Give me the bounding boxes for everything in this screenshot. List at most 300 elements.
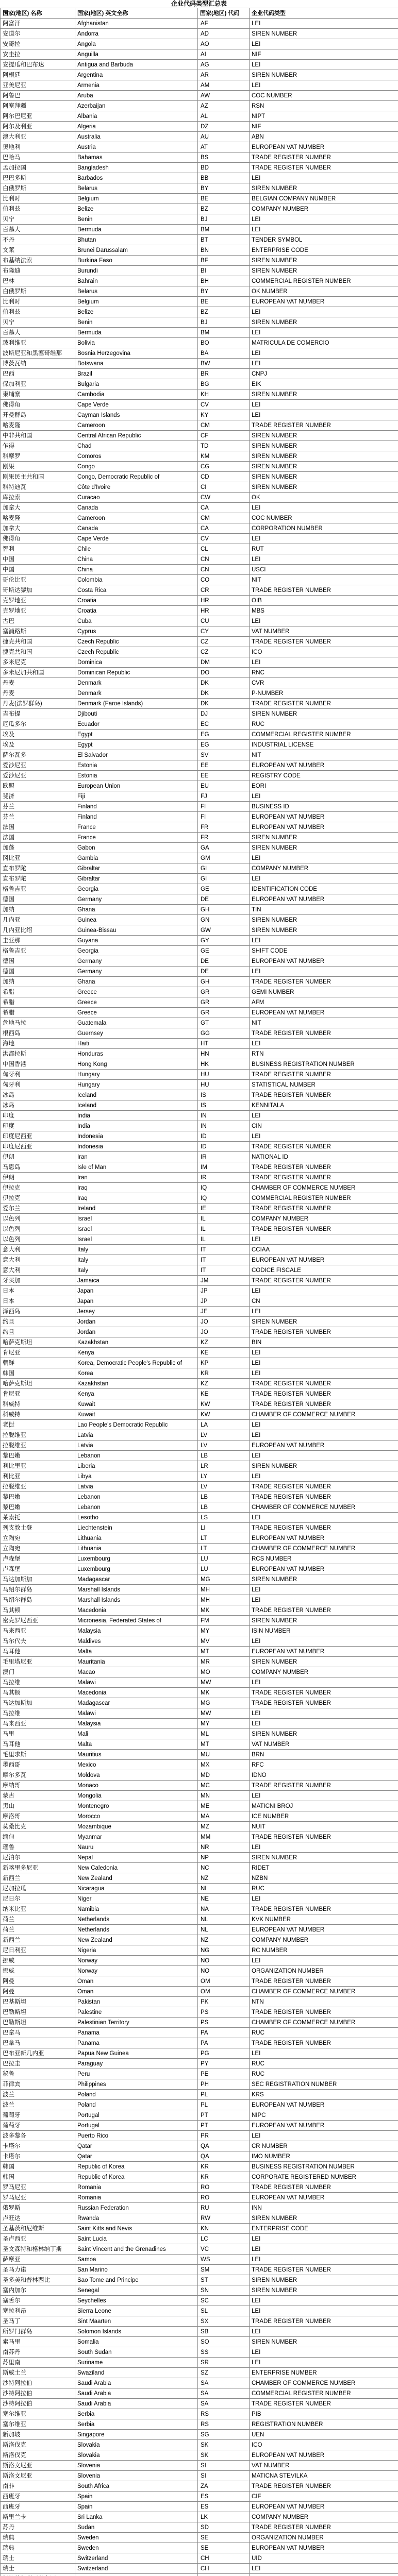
cell-country-code: IE bbox=[198, 1204, 250, 1214]
cell-country-name-en: Marshall Islands bbox=[75, 1585, 198, 1595]
cell-code-type: ICO bbox=[250, 647, 398, 657]
cell-country-code: SD bbox=[198, 2522, 250, 2533]
cell-country-name-cn: 巴哈马 bbox=[1, 152, 75, 163]
cell-country-code: IQ bbox=[198, 1183, 250, 1193]
cell-country-name-cn: 印度 bbox=[1, 1111, 75, 1121]
cell-country-code: EG bbox=[198, 740, 250, 750]
cell-country-name-cn: 比利时 bbox=[1, 194, 75, 204]
cell-code-type: NZBN bbox=[250, 1873, 398, 1884]
cell-code-type: LEI bbox=[250, 307, 398, 317]
table-row bbox=[1, 1698, 398, 1708]
cell-country-name-cn: 瑞士 bbox=[1, 2553, 75, 2564]
cell-code-type: TRADE REGISTER NUMBER bbox=[250, 152, 398, 163]
cell-country-name-en: Benin bbox=[75, 317, 198, 328]
cell-country-name-en: Anguilla bbox=[75, 49, 198, 60]
table-row bbox=[1, 843, 398, 853]
cell-country-name-cn: 摩尔多瓦 bbox=[1, 1770, 75, 1781]
table-row bbox=[1, 2481, 398, 2492]
cell-code-type: RC NUMBER bbox=[250, 1945, 398, 1956]
table-row bbox=[1, 1152, 398, 1162]
cell-country-code: BE bbox=[198, 297, 250, 307]
cell-country-name-cn: 卢森堡 bbox=[1, 1554, 75, 1564]
cell-country-name-en: Sweden bbox=[75, 2543, 198, 2553]
cell-country-name-cn: 韩国 bbox=[1, 2162, 75, 2172]
table-row bbox=[1, 637, 398, 647]
cell-code-type: RSN bbox=[250, 101, 398, 111]
table-row bbox=[1, 2213, 398, 2224]
cell-code-type: LEI bbox=[250, 1451, 398, 1461]
cell-country-code: IL bbox=[198, 1214, 250, 1224]
table-row bbox=[1, 2306, 398, 2316]
cell-code-type: TRADE REGISTER NUMBER bbox=[250, 1605, 398, 1616]
table-row bbox=[1, 657, 398, 668]
table-row bbox=[1, 2327, 398, 2337]
cell-country-name-en: Kuwait bbox=[75, 1399, 198, 1410]
cell-country-name-cn: 阿曼 bbox=[1, 1976, 75, 1987]
cell-code-type: LEI bbox=[250, 359, 398, 369]
cell-code-type: LEI bbox=[250, 1677, 398, 1688]
table-row bbox=[1, 596, 398, 606]
cell-country-name-cn: 布基纳法索 bbox=[1, 256, 75, 266]
table-row bbox=[1, 1059, 398, 1070]
cell-country-name-en: Guyana bbox=[75, 936, 198, 946]
cell-country-name-cn: 新喀里多尼亚 bbox=[1, 1863, 75, 1873]
cell-code-type: TRADE REGISTER NUMBER bbox=[250, 2522, 398, 2533]
cell-country-name-en: Colombia bbox=[75, 575, 198, 585]
cell-code-type: CHAMBER OF COMMERCE NUMBER bbox=[250, 2378, 398, 2388]
cell-code-type: INDUSTRIAL LICENSE bbox=[250, 740, 398, 750]
cell-country-name-en: Bosnia Herzegovina bbox=[75, 348, 198, 359]
cell-code-type: LEI bbox=[250, 214, 398, 225]
cell-country-name-en: Greece bbox=[75, 1008, 198, 1018]
table-row bbox=[1, 946, 398, 956]
cell-code-type: BRN bbox=[250, 1750, 398, 1760]
cell-country-code: PS bbox=[198, 2018, 250, 2028]
cell-code-type: SIREN NUMBER bbox=[250, 1853, 398, 1863]
cell-country-name-en: Panama bbox=[75, 2028, 198, 2038]
cell-code-type: LEI bbox=[250, 967, 398, 977]
table-row bbox=[1, 1966, 398, 1976]
cell-country-name-cn: 吉布提 bbox=[1, 709, 75, 719]
cell-country-name-en: Belarus bbox=[75, 286, 198, 297]
cell-country-code: ES bbox=[198, 2492, 250, 2502]
cell-country-name-en: Panama bbox=[75, 2038, 198, 2048]
cell-code-type: EUROPEAN VAT NUMBER bbox=[250, 2121, 398, 2131]
cell-country-name-cn: 毛里求斯 bbox=[1, 1750, 75, 1760]
cell-country-name-en: Aruba bbox=[75, 91, 198, 101]
table-row bbox=[1, 2100, 398, 2110]
cell-code-type: COMMERCIAL REGISTER NUMBER bbox=[250, 1193, 398, 1204]
cell-country-name-en: Costa Rica bbox=[75, 585, 198, 596]
cell-country-code: HU bbox=[198, 1070, 250, 1080]
cell-country-name-en: Brunei Darussalam bbox=[75, 245, 198, 256]
table-row bbox=[1, 2151, 398, 2162]
table-row bbox=[1, 915, 398, 925]
cell-country-name-cn: 缅甸 bbox=[1, 1832, 75, 1842]
table-row bbox=[1, 1708, 398, 1719]
cell-country-code: BG bbox=[198, 379, 250, 389]
table-row bbox=[1, 894, 398, 905]
cell-code-type: TRADE REGISTER NUMBER bbox=[250, 1173, 398, 1183]
cell-country-name-cn: 朝鲜 bbox=[1, 1358, 75, 1368]
cell-country-name-cn: 冈比亚 bbox=[1, 853, 75, 863]
table-row bbox=[1, 2079, 398, 2090]
table-row bbox=[1, 2522, 398, 2533]
cell-country-name-cn: 伊拉克 bbox=[1, 1193, 75, 1204]
cell-code-type: SHIFT CODE bbox=[250, 946, 398, 956]
cell-country-code: PT bbox=[198, 2121, 250, 2131]
cell-country-name-en: Benin bbox=[75, 214, 198, 225]
cell-code-type: BIN bbox=[250, 1337, 398, 1348]
table-row bbox=[1, 60, 398, 70]
cell-country-name-en: Angola bbox=[75, 39, 198, 49]
cell-country-name-cn: 黑山 bbox=[1, 1801, 75, 1811]
table-row bbox=[1, 1008, 398, 1018]
table-row bbox=[1, 80, 398, 91]
cell-code-type: EORI bbox=[250, 781, 398, 791]
cell-country-name-en: Saint Lucia bbox=[75, 2234, 198, 2244]
cell-code-type: EUROPEAN VAT NUMBER bbox=[250, 1440, 398, 1451]
cell-country-code: MG bbox=[198, 1574, 250, 1585]
cell-country-name-en: Kenya bbox=[75, 1389, 198, 1399]
cell-country-name-en: Ghana bbox=[75, 977, 198, 987]
cell-country-name-cn: 以色列 bbox=[1, 1224, 75, 1234]
cell-country-name-cn: 欧盟 bbox=[1, 781, 75, 791]
cell-country-name-cn: 保加利亚 bbox=[1, 379, 75, 389]
cell-country-code: AW bbox=[198, 91, 250, 101]
cell-code-type: TENDER SYMBOL bbox=[250, 235, 398, 245]
cell-code-type: USCI bbox=[250, 565, 398, 575]
cell-country-code: JO bbox=[198, 1327, 250, 1337]
cell-code-type: LEI bbox=[250, 1348, 398, 1358]
cell-code-type: EUROPEAN VAT NUMBER bbox=[250, 297, 398, 307]
cell-code-type: EUROPEAN VAT NUMBER bbox=[250, 2193, 398, 2203]
cell-code-type: SIREN NUMBER bbox=[250, 431, 398, 441]
cell-country-name-cn: 斐济 bbox=[1, 791, 75, 802]
cell-country-name-en: Israel bbox=[75, 1214, 198, 1224]
cell-country-name-cn: 毛里塔尼亚 bbox=[1, 1657, 75, 1667]
table-row bbox=[1, 1389, 398, 1399]
cell-country-name-en: Nigeria bbox=[75, 1945, 198, 1956]
cell-country-name-en: Namibia bbox=[75, 1904, 198, 1914]
cell-code-type: BUSINESS ID bbox=[250, 802, 398, 812]
table-row bbox=[1, 1811, 398, 1822]
cell-country-name-cn: 克罗地亚 bbox=[1, 596, 75, 606]
cell-country-name-en: Latvia bbox=[75, 1440, 198, 1451]
cell-code-type: LEI bbox=[250, 936, 398, 946]
cell-country-code: CZ bbox=[198, 637, 250, 647]
cell-country-code: MD bbox=[198, 1770, 250, 1781]
cell-country-name-cn: 希腊 bbox=[1, 987, 75, 997]
cell-country-code: CH bbox=[198, 2553, 250, 2564]
cell-country-name-en: Greece bbox=[75, 997, 198, 1008]
table-row bbox=[1, 647, 398, 657]
cell-country-name-en: Azerbaijan bbox=[75, 101, 198, 111]
cell-code-type: LEI bbox=[250, 1842, 398, 1853]
cell-country-name-en: Madagascar bbox=[75, 1698, 198, 1708]
cell-country-name-cn: 斯威士兰 bbox=[1, 2368, 75, 2378]
cell-country-name-en: Liberia bbox=[75, 1461, 198, 1471]
cell-country-name-cn: 老挝 bbox=[1, 1420, 75, 1430]
cell-code-type: LEI bbox=[250, 1307, 398, 1317]
cell-country-name-en: Norway bbox=[75, 1956, 198, 1966]
cell-country-name-cn: 中国 bbox=[1, 554, 75, 565]
table-row bbox=[1, 565, 398, 575]
cell-country-name-en: France bbox=[75, 822, 198, 833]
cell-country-code: SB bbox=[198, 2327, 250, 2337]
cell-country-code: DO bbox=[198, 668, 250, 678]
cell-code-type: ENTERPRISE CODE bbox=[250, 245, 398, 256]
table-row bbox=[1, 1410, 398, 1420]
cell-country-code: MV bbox=[198, 1636, 250, 1647]
table-row bbox=[1, 2131, 398, 2141]
cell-country-name-en: Lebanon bbox=[75, 1492, 198, 1502]
cell-country-name-cn: 芬兰 bbox=[1, 802, 75, 812]
table-row bbox=[1, 1482, 398, 1492]
cell-country-name-cn: 萨摩亚 bbox=[1, 2255, 75, 2265]
cell-country-code: LI bbox=[198, 1523, 250, 1533]
cell-code-type: COMPANY NUMBER bbox=[250, 2512, 398, 2522]
cell-country-name-cn: 科特迪瓦 bbox=[1, 482, 75, 493]
table-row bbox=[1, 441, 398, 451]
table-row bbox=[1, 781, 398, 791]
table-row bbox=[1, 1574, 398, 1585]
cell-country-name-cn: 斯里兰卡 bbox=[1, 2512, 75, 2522]
cell-code-type: LEI bbox=[250, 1956, 398, 1966]
cell-country-name-cn: 捷克共和国 bbox=[1, 647, 75, 657]
table-row bbox=[1, 606, 398, 616]
table-row bbox=[1, 2388, 398, 2399]
cell-country-name-cn: 乍得 bbox=[1, 441, 75, 451]
cell-country-code: NR bbox=[198, 1842, 250, 1853]
cell-country-name-en: Israel bbox=[75, 1234, 198, 1245]
cell-country-code: EC bbox=[198, 719, 250, 730]
cell-country-name-cn: 新西兰 bbox=[1, 1873, 75, 1884]
cell-country-name-en: Antigua and Barbuda bbox=[75, 60, 198, 70]
cell-code-type: LEI bbox=[250, 2234, 398, 2244]
cell-country-name-en: Samoa bbox=[75, 2255, 198, 2265]
cell-country-name-cn: 塞内加尔 bbox=[1, 2285, 75, 2296]
cell-code-type: LEI bbox=[250, 1513, 398, 1523]
table-row bbox=[1, 1585, 398, 1595]
cell-country-name-en: Israel bbox=[75, 1224, 198, 1234]
cell-country-code: GR bbox=[198, 997, 250, 1008]
cell-code-type: SIREN NUMBER bbox=[250, 472, 398, 482]
table-row bbox=[1, 1080, 398, 1090]
cell-country-name-cn: 奥地利 bbox=[1, 142, 75, 152]
cell-code-type: NTN bbox=[250, 1997, 398, 2007]
cell-code-type: LEI bbox=[250, 1894, 398, 1904]
cell-code-type: EUROPEAN VAT NUMBER bbox=[250, 956, 398, 967]
cell-country-name-en: Spain bbox=[75, 2492, 198, 2502]
cell-country-name-cn: 捷克共和国 bbox=[1, 637, 75, 647]
cell-country-code bbox=[198, 2574, 250, 2576]
cell-country-name-cn: 哥伦比亚 bbox=[1, 575, 75, 585]
cell-country-code: MW bbox=[198, 1677, 250, 1688]
cell-country-name-cn: 马绍尔群岛 bbox=[1, 1595, 75, 1605]
header-enterprise-code-type: 企业代码类型 bbox=[250, 8, 398, 19]
cell-country-code: CG bbox=[198, 462, 250, 472]
table-row bbox=[1, 256, 398, 266]
cell-country-name-en: Australia bbox=[75, 132, 198, 142]
cell-country-name-cn: 刚果民主共和国 bbox=[1, 472, 75, 482]
cell-code-type: SIREN NUMBER bbox=[250, 1657, 398, 1667]
table-row bbox=[1, 1904, 398, 1914]
table-row bbox=[1, 544, 398, 554]
cell-code-type: REGISTRY CODE bbox=[250, 771, 398, 781]
cell-country-name-cn: 伊朗 bbox=[1, 1173, 75, 1183]
cell-country-name-en: Mongolia bbox=[75, 1791, 198, 1801]
cell-code-type: SIREN NUMBER bbox=[250, 925, 398, 936]
cell-country-name-cn: 立陶宛 bbox=[1, 1533, 75, 1544]
cell-country-name-en: Djibouti bbox=[75, 709, 198, 719]
cell-country-code: FI bbox=[198, 812, 250, 822]
cell-code-type: SIREN NUMBER bbox=[250, 1317, 398, 1327]
cell-country-code: GY bbox=[198, 936, 250, 946]
cell-code-type: EUROPEAN VAT NUMBER bbox=[250, 2450, 398, 2461]
cell-country-name-en: South Africa bbox=[75, 2481, 198, 2492]
cell-code-type: CHAMBER OF COMMERCE NUMBER bbox=[250, 2018, 398, 2028]
cell-country-name-en: Sweden bbox=[75, 2533, 198, 2543]
cell-country-name-cn: 马来西亚 bbox=[1, 1626, 75, 1636]
table-row bbox=[1, 307, 398, 317]
cell-country-name-en: Serbia bbox=[75, 2419, 198, 2430]
cell-country-name-cn: 佛得角 bbox=[1, 400, 75, 410]
cell-code-type: INN bbox=[250, 2203, 398, 2213]
cell-country-name-en: Poland bbox=[75, 2090, 198, 2100]
cell-country-code: JP bbox=[198, 1296, 250, 1307]
cell-country-name-cn: 萨尔瓦多 bbox=[1, 750, 75, 760]
cell-code-type: UID bbox=[250, 2553, 398, 2564]
cell-code-type: LEI bbox=[250, 19, 398, 29]
cell-code-type: ENTERPRISE CODE bbox=[250, 2224, 398, 2234]
cell-country-name-cn: 圣马丁 bbox=[1, 2316, 75, 2327]
cell-country-name-en: Slovenia bbox=[75, 2471, 198, 2481]
table-row bbox=[1, 2378, 398, 2388]
cell-country-name-cn: 不丹 bbox=[1, 235, 75, 245]
cell-country-code: KW bbox=[198, 1410, 250, 1420]
cell-code-type: EUROPEAN VAT NUMBER bbox=[250, 1925, 398, 1935]
cell-country-name-en: Saudi Arabia bbox=[75, 2399, 198, 2409]
cell-country-name-en: Guernsey bbox=[75, 1028, 198, 1039]
cell-country-code: KW bbox=[198, 1399, 250, 1410]
table-row bbox=[1, 1379, 398, 1389]
cell-country-code: DE bbox=[198, 967, 250, 977]
cell-country-name-en: Liechtenstein bbox=[75, 1523, 198, 1533]
cell-country-code: BD bbox=[198, 163, 250, 173]
cell-country-name-cn: 摩纳哥 bbox=[1, 1781, 75, 1791]
cell-code-type: EUROPEAN VAT NUMBER bbox=[250, 822, 398, 833]
table-row bbox=[1, 1781, 398, 1791]
cell-code-type: KVK NUMBER bbox=[250, 1914, 398, 1925]
cell-code-type: TRADE REGISTER NUMBER bbox=[250, 1698, 398, 1708]
cell-country-code: SE bbox=[198, 2533, 250, 2543]
table-row bbox=[1, 1956, 398, 1966]
cell-code-type: LEI bbox=[250, 1585, 398, 1595]
cell-country-name-cn: 秘鲁 bbox=[1, 2069, 75, 2079]
cell-country-code: QA bbox=[198, 2151, 250, 2162]
cell-code-type: CCIAA bbox=[250, 1245, 398, 1255]
cell-country-name-en: Croatia bbox=[75, 606, 198, 616]
cell-code-type: SIREN NUMBER bbox=[250, 266, 398, 276]
cell-country-name-cn: 瑞典 bbox=[1, 2533, 75, 2543]
cell-country-name-cn: 贝宁 bbox=[1, 214, 75, 225]
table-row bbox=[1, 482, 398, 493]
cell-country-name-en: Cayman Islands bbox=[75, 410, 198, 420]
table-row bbox=[1, 1245, 398, 1255]
cell-country-name-en: Chad bbox=[75, 441, 198, 451]
cell-code-type: COMPANY NUMBER bbox=[250, 204, 398, 214]
cell-country-code: CN bbox=[198, 565, 250, 575]
cell-country-name-en: Gibraltar bbox=[75, 863, 198, 874]
cell-country-name-en: Japan bbox=[75, 1296, 198, 1307]
cell-country-name-cn: 意大利 bbox=[1, 1265, 75, 1276]
cell-code-type: REGISTRATION NUMBER bbox=[250, 2419, 398, 2430]
cell-country-code: GT bbox=[198, 1018, 250, 1028]
cell-country-name-en: Guinea-Bissau bbox=[75, 925, 198, 936]
cell-country-name-cn: 马达加斯加 bbox=[1, 1574, 75, 1585]
cell-country-name-cn: 亚美尼亚 bbox=[1, 80, 75, 91]
cell-country-code: BR bbox=[198, 369, 250, 379]
table-row bbox=[1, 956, 398, 967]
cell-country-code: MO bbox=[198, 1667, 250, 1677]
cell-country-code: DE bbox=[198, 894, 250, 905]
cell-country-code: LA bbox=[198, 1420, 250, 1430]
cell-country-name-en: Denmark bbox=[75, 678, 198, 688]
table-row bbox=[1, 1729, 398, 1739]
cell-country-name-en: Egypt bbox=[75, 740, 198, 750]
cell-country-name-en: Belarus bbox=[75, 183, 198, 194]
cell-code-type: LEI bbox=[250, 554, 398, 565]
table-row bbox=[1, 338, 398, 348]
cell-country-name-en: New Caledonia bbox=[75, 1863, 198, 1873]
cell-country-name-en: India bbox=[75, 1111, 198, 1121]
cell-country-name-cn: 印度尼西亚 bbox=[1, 1142, 75, 1152]
table-row bbox=[1, 730, 398, 740]
cell-code-type: LEI bbox=[250, 39, 398, 49]
table-row bbox=[1, 1440, 398, 1451]
cell-country-name-en: Malaysia bbox=[75, 1626, 198, 1636]
cell-country-name-en: Jordan bbox=[75, 1317, 198, 1327]
table-row bbox=[1, 132, 398, 142]
cell-country-name-cn: 罗马尼亚 bbox=[1, 2193, 75, 2203]
cell-code-type: LEI bbox=[250, 1368, 398, 1379]
table-row bbox=[1, 1368, 398, 1379]
cell-country-name-en: Denmark bbox=[75, 688, 198, 699]
cell-country-name-cn: 博茨瓦纳 bbox=[1, 359, 75, 369]
cell-code-type: EUROPEAN VAT NUMBER bbox=[250, 2502, 398, 2512]
cell-country-name-en: Serbia bbox=[75, 2409, 198, 2419]
cell-country-code: LV bbox=[198, 1430, 250, 1440]
cell-code-type: LEI bbox=[250, 853, 398, 863]
table-row bbox=[1, 1255, 398, 1265]
cell-country-name-cn: 百慕大 bbox=[1, 225, 75, 235]
cell-code-type: RCS NUMBER bbox=[250, 1554, 398, 1564]
table-row bbox=[1, 19, 398, 29]
cell-code-type: TRADE REGISTER NUMBER bbox=[250, 1904, 398, 1914]
cell-country-name-cn: 列支敦士登 bbox=[1, 1523, 75, 1533]
cell-country-name-cn: 韩国 bbox=[1, 1368, 75, 1379]
cell-country-code: MG bbox=[198, 1698, 250, 1708]
cell-country-name-en: Algeria bbox=[75, 122, 198, 132]
cell-country-name-en: Ghana bbox=[75, 905, 198, 915]
table-row bbox=[1, 1894, 398, 1904]
cell-country-name-cn: 科威特 bbox=[1, 1410, 75, 1420]
table-row bbox=[1, 1461, 398, 1471]
table-row bbox=[1, 1307, 398, 1317]
cell-code-type: SIREN NUMBER bbox=[250, 256, 398, 266]
cell-country-name-en: Hungary bbox=[75, 1080, 198, 1090]
